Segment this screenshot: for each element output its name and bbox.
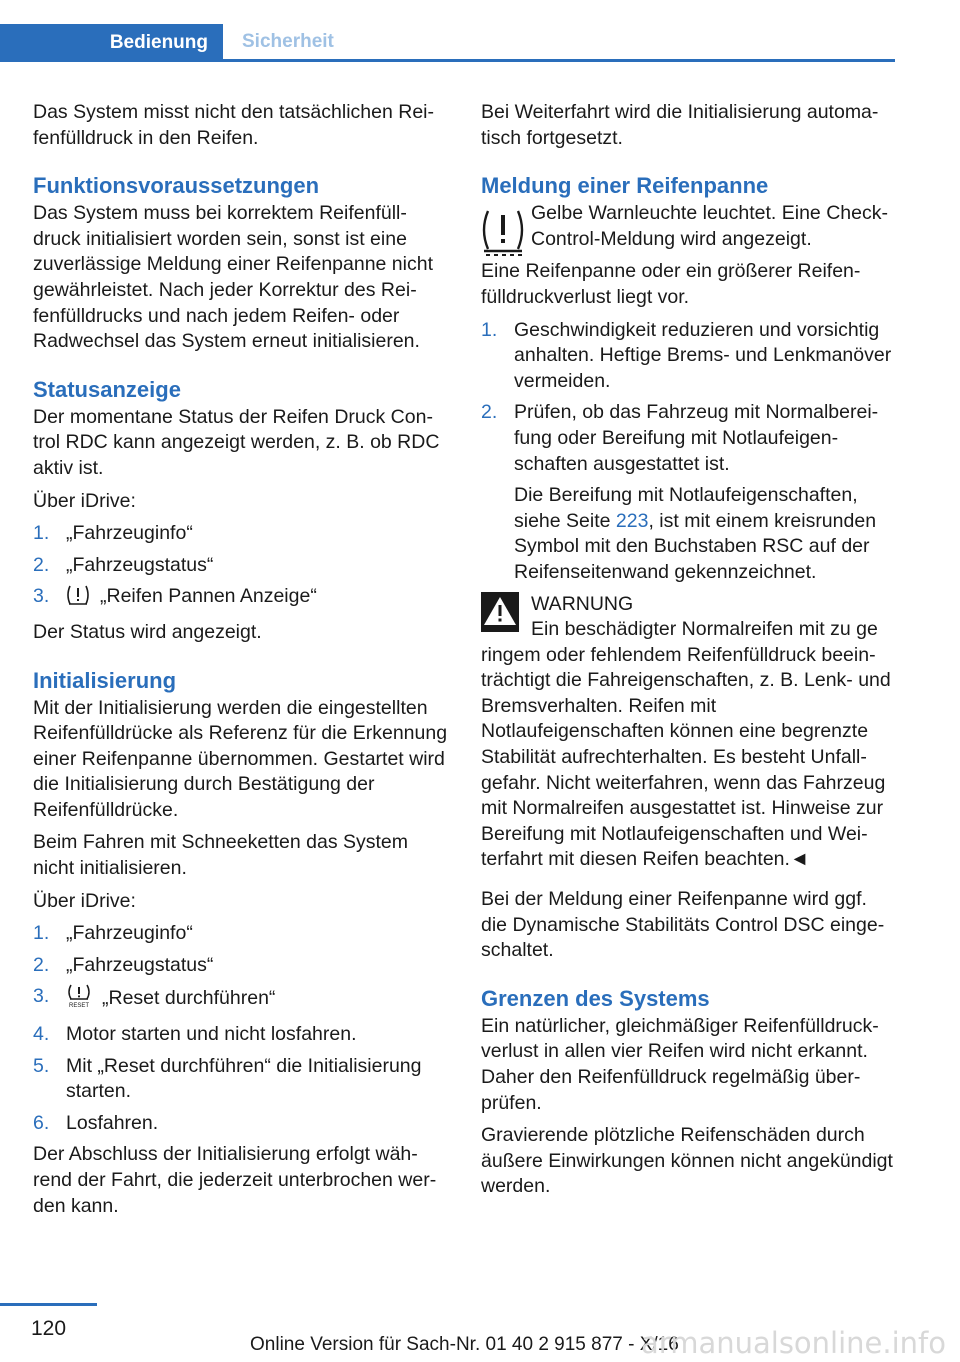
step-number: 6. [33,1111,50,1134]
list-item [481,400,895,585]
page-number: 120 [30,1317,67,1340]
step-text: Losfahren. [66,1111,159,1134]
page-link-223[interactable]: 223 [615,509,649,532]
status-shown-text: Der Status wird angezeigt. [33,620,262,643]
list-item [481,318,895,395]
step-number: 4. [33,1023,50,1046]
list-item [33,521,448,547]
warning-triangle-icon [481,592,519,640]
step-number: 1. [33,522,50,545]
heading-initialisierung: Initialisierung [33,667,177,693]
watermark: armanualsonline.info [641,1326,946,1360]
warning-text: ringem oder fehlendem Reifenfülldruck beeinträchtigt die Fahreigenschaften, z. B. Lenk- und Bremsverhalten. Reifen mit Notlaufeigenschaften können eine begrenzte Stabilität aufrechterhalten. Es besteht Unfallgefahr. Nicht weiterfahren, wenn das Fahrzeug mit Normalreifen ausgestattet ist. Hinweise zur Bereifung mit Notlaufeigenschaften und Weiterfahrt mit diesen Reifen beachten.◄ [481,643,891,871]
idrive-label: Über iDrive: [33,489,136,512]
warning-light-text: Gelbe Warnleuchte leuchtet. Eine Check-Control-Meldung wird angezeigt. [531,202,888,250]
tire-reset-icon [66,984,92,1016]
step-text: „Reset durchführen“ [102,987,276,1010]
header-rule [0,59,895,62]
idrive-label: Über iDrive: [33,889,136,912]
complete-paragraph: Der Abschluss der Initialisierung erfolgt während der Fahrt, die jederzeit unterbrochen werden kann. [33,1143,437,1217]
warning-block [481,592,895,643]
step-number: 1. [33,922,50,945]
list-item [33,1022,448,1048]
dsc-paragraph: Bei der Meldung einer Reifenpanne wird ggf. die Dynamische Stabilitäts Control DSC eingeschaltet. [481,888,885,962]
heading-funktionsvoraussetzungen: Funktionsvoraussetzungen [33,173,320,199]
panne-paragraph: Eine Reifenpanne oder ein größerer Reifenfülldruckverlust liegt vor. [481,260,861,308]
step-text: „Reifen Pannen Anzeige“ [100,585,317,608]
funktion-paragraph: Das System muss bei korrektem Reifenfülldruck initialisiert worden sein, sonst ist eine zuverlässige Meldung einer Reifenpanne nicht gewährleistet. Nach jeder Korrektur des Reifenfülldrucks und nach jedem Reifen- oder Radwechsel das System erneut initialisieren. [33,202,433,353]
online-version-text: Online Version für Sach-Nr. 01 40 2 915 877 - X/16 [250,1334,679,1355]
runflat-note-text: Die Bereifung mit Notlaufeigenschaften, siehe Seite [514,484,858,532]
chapter-tab-bar [0,24,895,62]
panne-steps-list [481,318,895,586]
warning-first-line: Ein beschädigter Normalreifen mit zu ge [531,618,878,641]
intro-paragraph: Das System misst nicht den tatsächlichen Reifenfülldruck in den Reifen. [33,101,434,149]
init-steps-list [33,921,448,1136]
list-item [33,921,448,947]
list-item [33,1111,448,1137]
list-item [33,584,448,614]
step-number: 2. [33,953,50,976]
schaeden-paragraph: Gravierende plötzliche Reifenschäden durch äußere Einwirkungen können nicht angekündigt werden. [481,1124,893,1198]
step-text: Prüfen, ob das Fahrzeug mit Normalbereifung oder Bereifung mit Notlaufeigenschaften ausgestattet ist. [514,401,879,475]
runflat-note-text-end: , ist mit einem kreisrunden Symbol mit den Buchstaben RSC auf der Reifenseitenwand gekennzeichnet. [514,509,877,583]
list-item [33,984,448,1016]
footer-rule [0,1303,97,1306]
step-text: „Fahrzeuginfo“ [66,922,193,945]
list-item [33,953,448,979]
status-steps-list [33,521,448,614]
tab-sicherheit[interactable]: Sicherheit [242,30,334,52]
heading-statusanzeige: Statusanzeige [33,376,181,402]
tire-warning-icon [66,584,90,614]
continue-paragraph: Bei Weiterfahrt wird die Initialisierung automatisch fortgesetzt. [481,101,879,149]
step-number: 2. [481,401,498,424]
step-number: 3. [33,985,50,1008]
left-column [33,100,448,1226]
init-paragraph: Mit der Initialisierung werden die eingestellten Reifenfülldrücke als Referenz für die Erkennung einer Reifenpanne übernommen. Gestartet wird die Initialisierung durch Bestätigung der Reifenfülldrücke. [33,696,448,821]
status-paragraph: Der momentane Status der Reifen Druck Control RDC kann angezeigt werden, z. B. ob RDC aktiv ist. [33,405,440,479]
step-text: Motor starten und nicht losfahren. [66,1023,357,1046]
list-item [33,1054,448,1105]
warning-light-block [481,201,895,252]
chains-paragraph: Beim Fahren mit Schneeketten das System nicht initialisieren. [33,831,409,880]
right-column [481,100,895,1207]
heading-meldung-reifenpanne: Meldung einer Reifenpanne [481,173,769,199]
step-text: „Fahrzeugstatus“ [66,553,214,576]
step-text: Geschwindigkeit reduzieren und vorsichtig anhalten. Heftige Brems- und Lenkmanöver vermeiden. [514,318,892,392]
list-item [33,553,448,579]
step-text: Mit „Reset durchführen“ die Initialisierung starten. [66,1054,422,1103]
step-text: „Fahrzeuginfo“ [66,522,193,545]
reset-label: RESET [68,1003,90,1009]
step-number: 1. [481,318,498,341]
grenzen-paragraph: Ein natürlicher, gleichmäßiger Reifenfülldruckverlust in allen vier Reifen wird nicht erkannt. Daher den Reifenfülldruck regelmäßig überprüfen. [481,1014,879,1114]
runflat-note [514,483,895,585]
step-number: 3. [33,585,50,608]
tire-warning-icon [481,207,525,267]
warning-title: WARNUNG [531,592,634,615]
tab-bedienung[interactable]: Bedienung [0,24,223,62]
heading-grenzen: Grenzen des Systems [481,985,710,1011]
step-text: „Fahrzeugstatus“ [66,953,214,976]
step-number: 5. [33,1054,50,1077]
step-number: 2. [33,553,50,576]
